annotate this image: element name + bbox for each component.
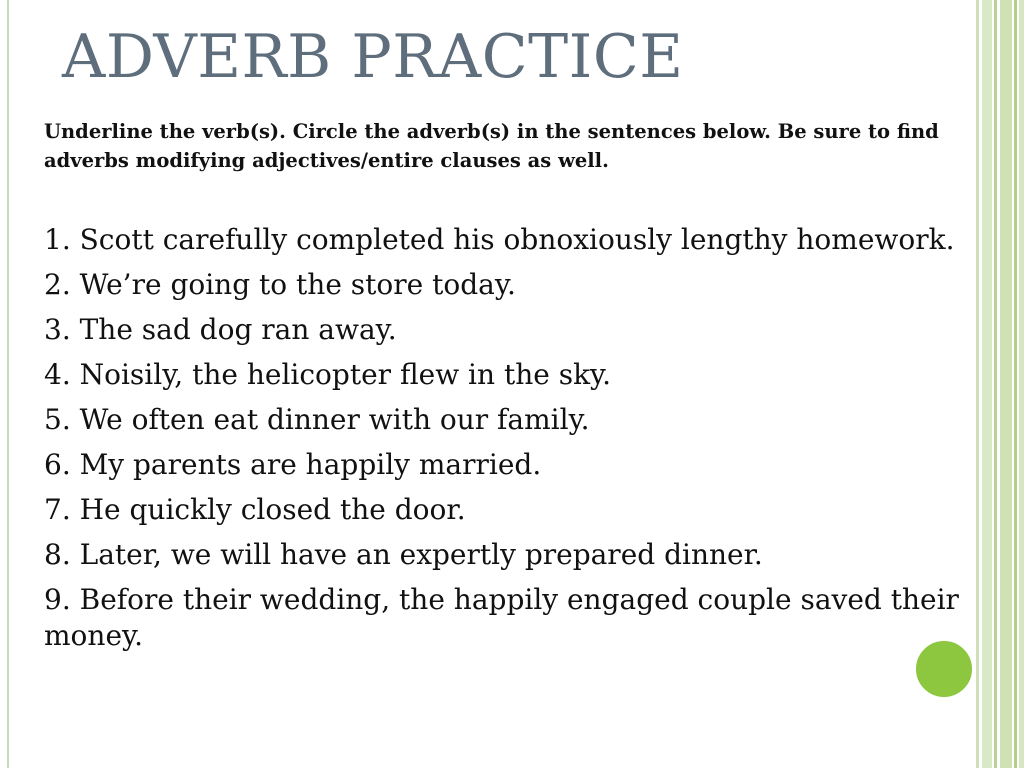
right-decorative-stripes <box>976 0 1024 768</box>
stripe-1 <box>976 0 979 768</box>
stripe-4 <box>1000 0 1012 768</box>
sentence-item: 1. Scott carefully completed his obnoxiously lengthy homework. <box>44 223 955 256</box>
stripe-3 <box>994 0 997 768</box>
sentence-item: 3. The sad dog ran away. <box>44 313 397 346</box>
sentence-item: 4. Noisily, the helicopter flew in the sky. <box>44 358 612 391</box>
sentence-item: 5. We often eat dinner with our family. <box>44 403 590 436</box>
sentence-item: 7. He quickly closed the door. <box>44 493 466 526</box>
sentence-item: 9. Before their wedding, the happily engaged couple saved their money. <box>44 583 959 652</box>
instructions-text: Underline the verb(s). Circle the adverb(s) in the sentences below. Be sure to find adverbs modifying adjectives/entire clauses as well. <box>44 120 939 172</box>
green-circle-decoration <box>913 638 975 700</box>
stripe-5 <box>1014 0 1017 768</box>
sentence-item: 8. Later, we will have an expertly prepared dinner. <box>44 538 763 571</box>
sentence-list <box>44 222 974 663</box>
sentence-item: 6. My parents are happily married. <box>44 448 542 481</box>
left-border-line <box>7 0 9 768</box>
stripe-6 <box>1019 0 1024 768</box>
sentence-item: 2. We’re going to the store today. <box>44 268 516 301</box>
slide-title: ADVERB PRACTICE <box>62 22 684 92</box>
stripe-2 <box>982 0 992 768</box>
